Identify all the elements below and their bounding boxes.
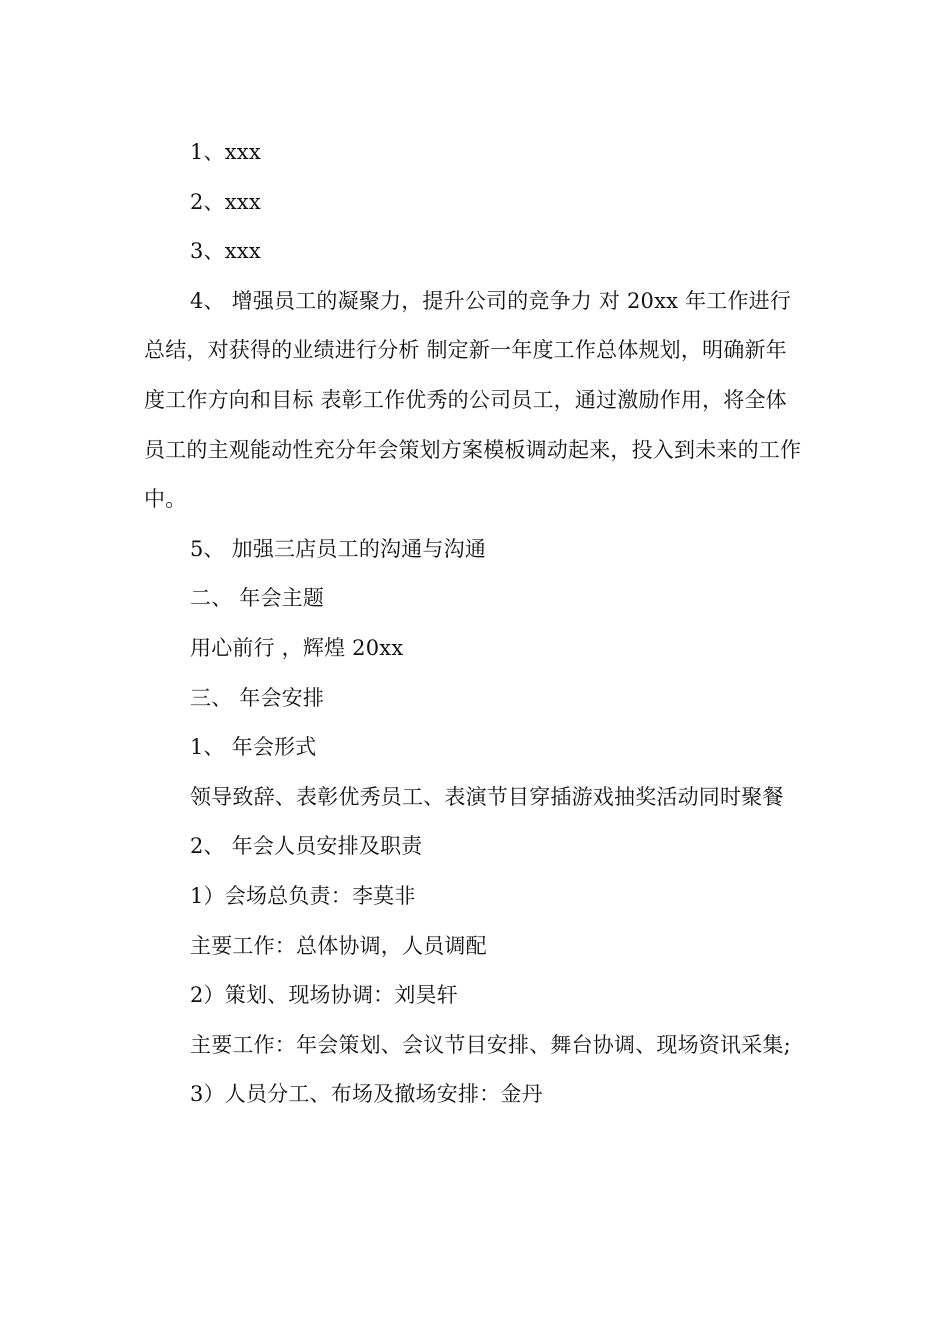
role-venue-manager: 1）会场总负责：李莫非 bbox=[190, 883, 416, 908]
list-item-5: 5、 加强三店员工的沟通与沟通 bbox=[190, 536, 487, 561]
list-item-3: 3、xxx bbox=[190, 239, 261, 264]
document-body bbox=[144, 128, 806, 1120]
role-planning-coordination: 2）策划、现场协调：刘昊轩 bbox=[190, 983, 458, 1008]
section-arrangement-heading: 三、 年会安排 bbox=[190, 685, 325, 710]
subsection-format-text: 领导致辞、表彰优秀员工、表演节目穿插游戏抽奖活动同时聚餐 bbox=[190, 784, 784, 809]
list-item-2: 2、xxx bbox=[190, 189, 261, 214]
section-theme-text: 用心前行 ，辉煌 20xx bbox=[190, 635, 404, 660]
role-venue-manager-duty: 主要工作：总体协调，人员调配 bbox=[190, 933, 487, 958]
subsection-format-heading: 1、 年会形式 bbox=[190, 735, 317, 760]
role-planning-coordination-duty: 主要工作：年会策划、会议节目安排、舞台协调、现场资讯采集; bbox=[190, 1032, 791, 1057]
list-item-4-paragraph: 4、 增强员工的凝聚力，提升公司的竞争力 对 20xx 年工作进行总结，对获得的业绩进行分析 制定新一年度工作总体规划，明确新年度工作方向和目标 表彰工作优秀的公司员工，通过激励作用，将全体员工的主观能动性充分年会策划方案模板调动起来，投入到未来的工作中。 bbox=[144, 288, 802, 512]
role-staffing-setup: 3）人员分工、布场及撤场安排：金丹 bbox=[190, 1082, 543, 1107]
section-theme-heading: 二、 年会主题 bbox=[190, 586, 325, 611]
subsection-staff-heading: 2、 年会人员安排及职责 bbox=[190, 834, 423, 859]
list-item-1: 1、xxx bbox=[190, 140, 261, 164]
